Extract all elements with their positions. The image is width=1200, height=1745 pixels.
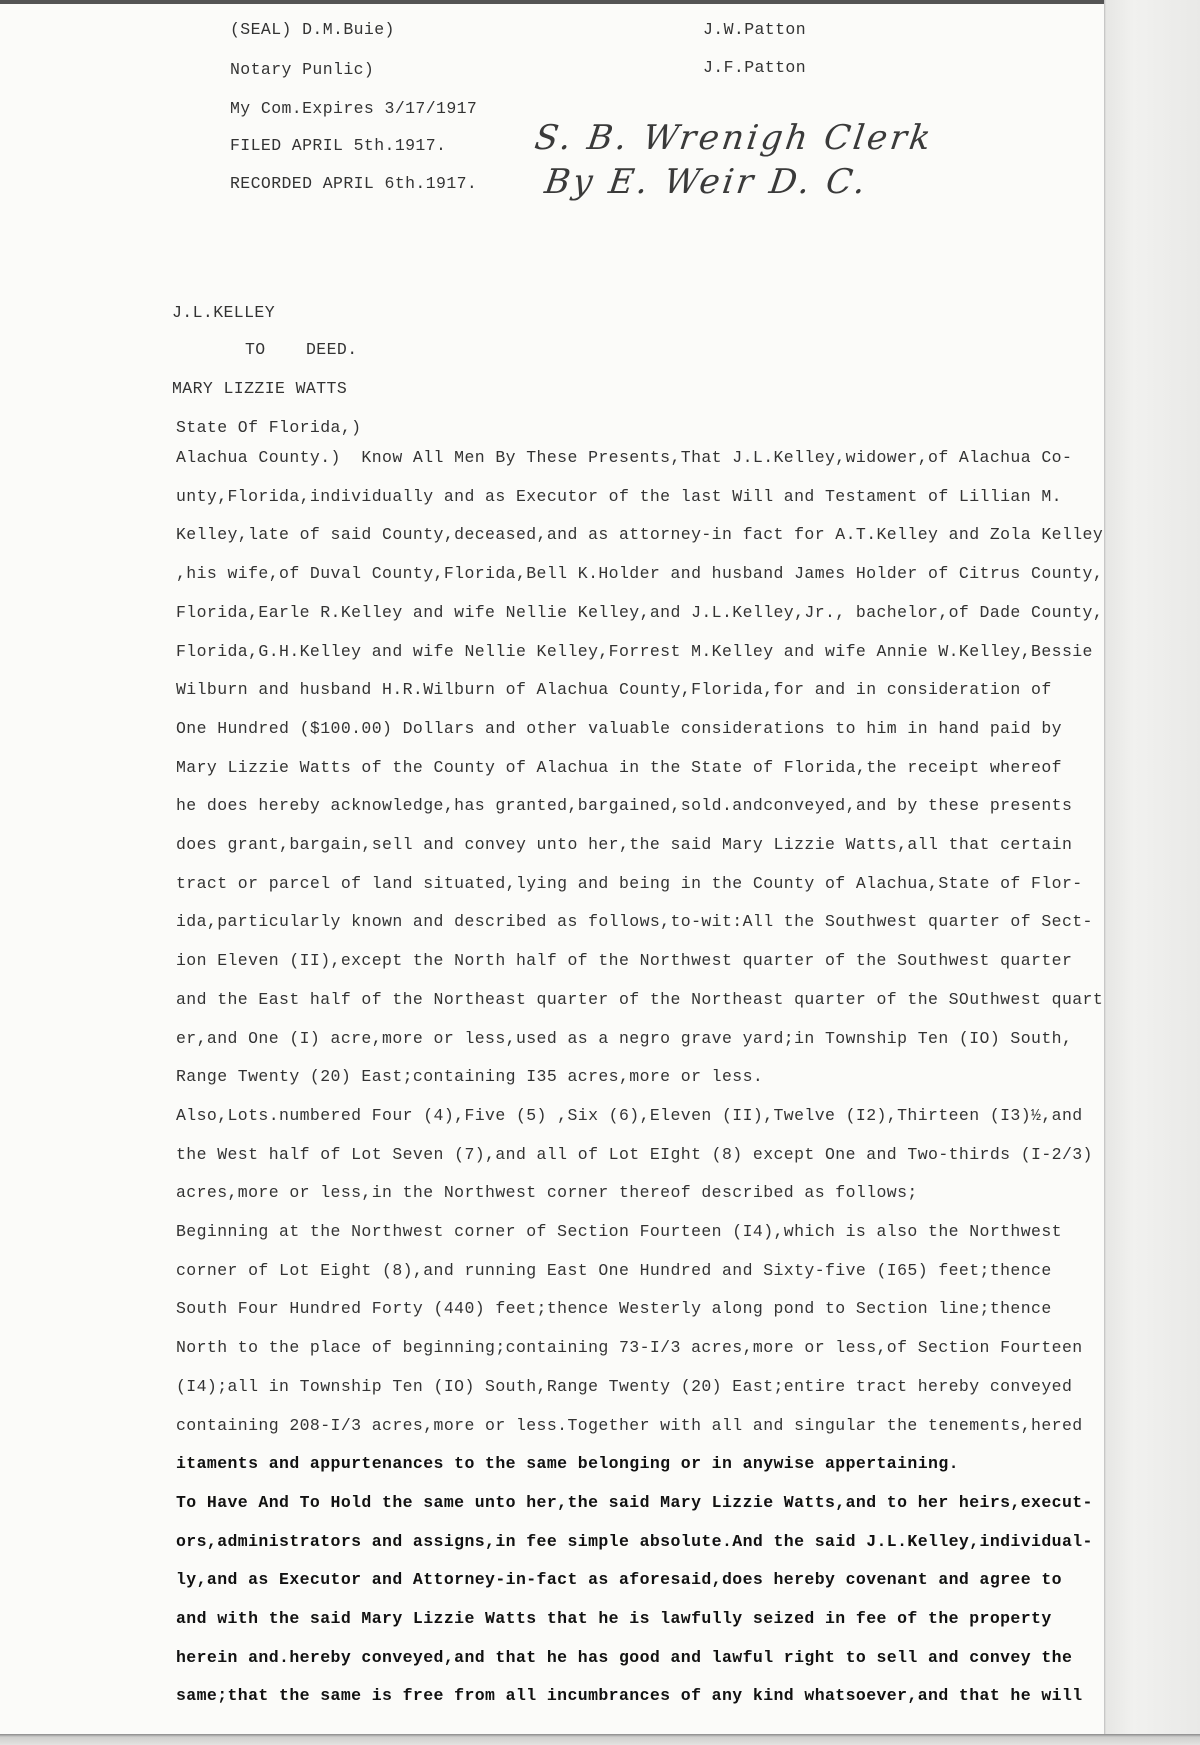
notary-title-line: Notary Punlic) xyxy=(230,60,375,79)
body-text-line: Beginning at the Northwest corner of Section Fourteen (I4),which is also the Northwest xyxy=(176,1222,1062,1241)
body-text-line: Florida,Earle R.Kelley and wife Nellie Kelley,and J.L.Kelley,Jr., bachelor,of Dade County, xyxy=(176,602,1104,622)
page-right-margin xyxy=(1104,0,1200,1745)
body-text-line: he does hereby acknowledge,has granted,bargained,sold.andconveyed,and by these presents xyxy=(176,796,1073,816)
body-text-line: unty,Florida,individually and as Executor of the last Will and Testament of Lillian M. xyxy=(176,486,1062,506)
deed-label: DEED. xyxy=(306,340,358,359)
body-text-line: One Hundred ($100.00) Dollars and other valuable considerations to him in hand paid by xyxy=(176,718,1062,738)
state-line: State Of Florida,) xyxy=(176,418,362,437)
body-text-line: Wilburn and husband H.R.Wilburn of Alachua County,Florida,for and in consideration of xyxy=(176,680,1052,700)
deputy-signature-line: By E. Weir D. C. xyxy=(542,162,871,202)
witness-name: J.W.Patton xyxy=(703,20,807,39)
commission-expiry-line: My Com.Expires 3/17/1917 xyxy=(230,99,478,118)
body-text-line: and the East half of the Northeast quarter of the Northeast quarter of the SOuthwest quart xyxy=(176,989,1104,1009)
notary-seal-line: (SEAL) D.M.Buie) xyxy=(230,20,395,39)
body-text-line: Range Twenty (20) East;containing I35 acres,more or less. xyxy=(176,1067,764,1087)
body-text-line: ida,particularly known and described as follows,to-wit:All the Southwest quarter of Sect- xyxy=(176,912,1093,932)
body-text-line: (I4);all in Township Ten (IO) South,Range Twenty (20) East;entire tract hereby conveyed xyxy=(176,1376,1073,1396)
body-text-line: containing 208-I/3 acres,more or less.Together with all and singular the tenements,hered xyxy=(176,1415,1083,1435)
body-text-line: To Have And To Hold the same unto her,the said Mary Lizzie Watts,and to her heirs,execut- xyxy=(176,1492,1093,1512)
filed-date-line: FILED APRIL 5th.1917. xyxy=(230,136,447,155)
witness-name: J.F.Patton xyxy=(703,58,807,77)
body-text-line: ,his wife,of Duval County,Florida,Bell K.Holder and husband James Holder of Citrus County, xyxy=(176,564,1104,584)
body-text-line: Florida,G.H.Kelley and wife Nellie Kelley,Forrest M.Kelley and wife Annie W.Kelley,Bessie xyxy=(176,641,1093,661)
body-text-line: South Four Hundred Forty (440) feet;thence Westerly along pond to Section line;thence xyxy=(176,1299,1052,1319)
body-text-line: itaments and appurtenances to the same belonging or in anywise appertaining. xyxy=(176,1454,959,1474)
body-text-line: ion Eleven (II),except the North half of the Northwest quarter of the Southwest quarter xyxy=(176,951,1073,971)
body-text-line: ors,administrators and assigns,in fee simple absolute.And the said J.L.Kelley,individual- xyxy=(176,1531,1093,1551)
body-text-line: and with the said Mary Lizzie Watts that he is lawfully seized in fee of the property xyxy=(176,1609,1052,1628)
recorded-date-line: RECORDED APRIL 6th.1917. xyxy=(230,174,478,193)
body-text-line: corner of Lot Eight (8),and running East One Hundred and Sixty-five (I65) feet;thence xyxy=(176,1260,1052,1280)
body-text-line: Kelley,late of said County,deceased,and as attorney-in fact for A.T.Kelley and Zola Kelley xyxy=(176,525,1104,545)
body-text-line: ly,and as Executor and Attorney-in-fact as aforesaid,does hereby covenant and agree to xyxy=(176,1570,1062,1590)
body-text-line: acres,more or less,in the Northwest corner thereof described as follows; xyxy=(176,1183,918,1203)
to-label: TO xyxy=(245,340,266,359)
body-text-line: Alachua County.) Know All Men By These Presents,That J.L.Kelley,widower,of Alachua Co- xyxy=(176,448,1073,467)
grantee-name: MARY LIZZIE WATTS xyxy=(172,379,348,398)
clerk-signature-line: S. B. Wrenigh Clerk xyxy=(532,118,937,158)
body-text-line: Mary Lizzie Watts of the County of Alachua in the State of Florida,the receipt whereof xyxy=(176,757,1062,777)
body-text-line: does grant,bargain,sell and convey unto her,the said Mary Lizzie Watts,all that certain xyxy=(176,835,1073,854)
body-text-line: Also,Lots.numbered Four (4),Five (5) ,Six (6),Eleven (II),Twelve (I2),Thirteen (I3)½,and xyxy=(176,1105,1083,1125)
body-text-line: same;that the same is free from all incumbrances of any kind whatsoever,and that he will xyxy=(176,1686,1083,1706)
body-text-line: North to the place of beginning;containing 73-I/3 acres,more or less,of Section Fourteen xyxy=(176,1338,1083,1358)
page-top-edge xyxy=(0,0,1200,4)
body-text-line: tract or parcel of land situated,lying and being in the County of Alachua,State of Flor- xyxy=(176,873,1083,893)
body-text-line: herein and.hereby conveyed,and that he has good and lawful right to sell and convey the xyxy=(176,1647,1073,1667)
grantor-name: J.L.KELLEY xyxy=(172,303,276,322)
body-text-line: the West half of Lot Seven (7),and all of Lot EIght (8) except One and Two-thirds (I-2/3) xyxy=(176,1144,1093,1164)
body-text-line: er,and One (I) acre,more or less,used as a negro grave yard;in Township Ten (IO) South, xyxy=(176,1028,1073,1048)
page-bottom-edge xyxy=(0,1734,1200,1745)
